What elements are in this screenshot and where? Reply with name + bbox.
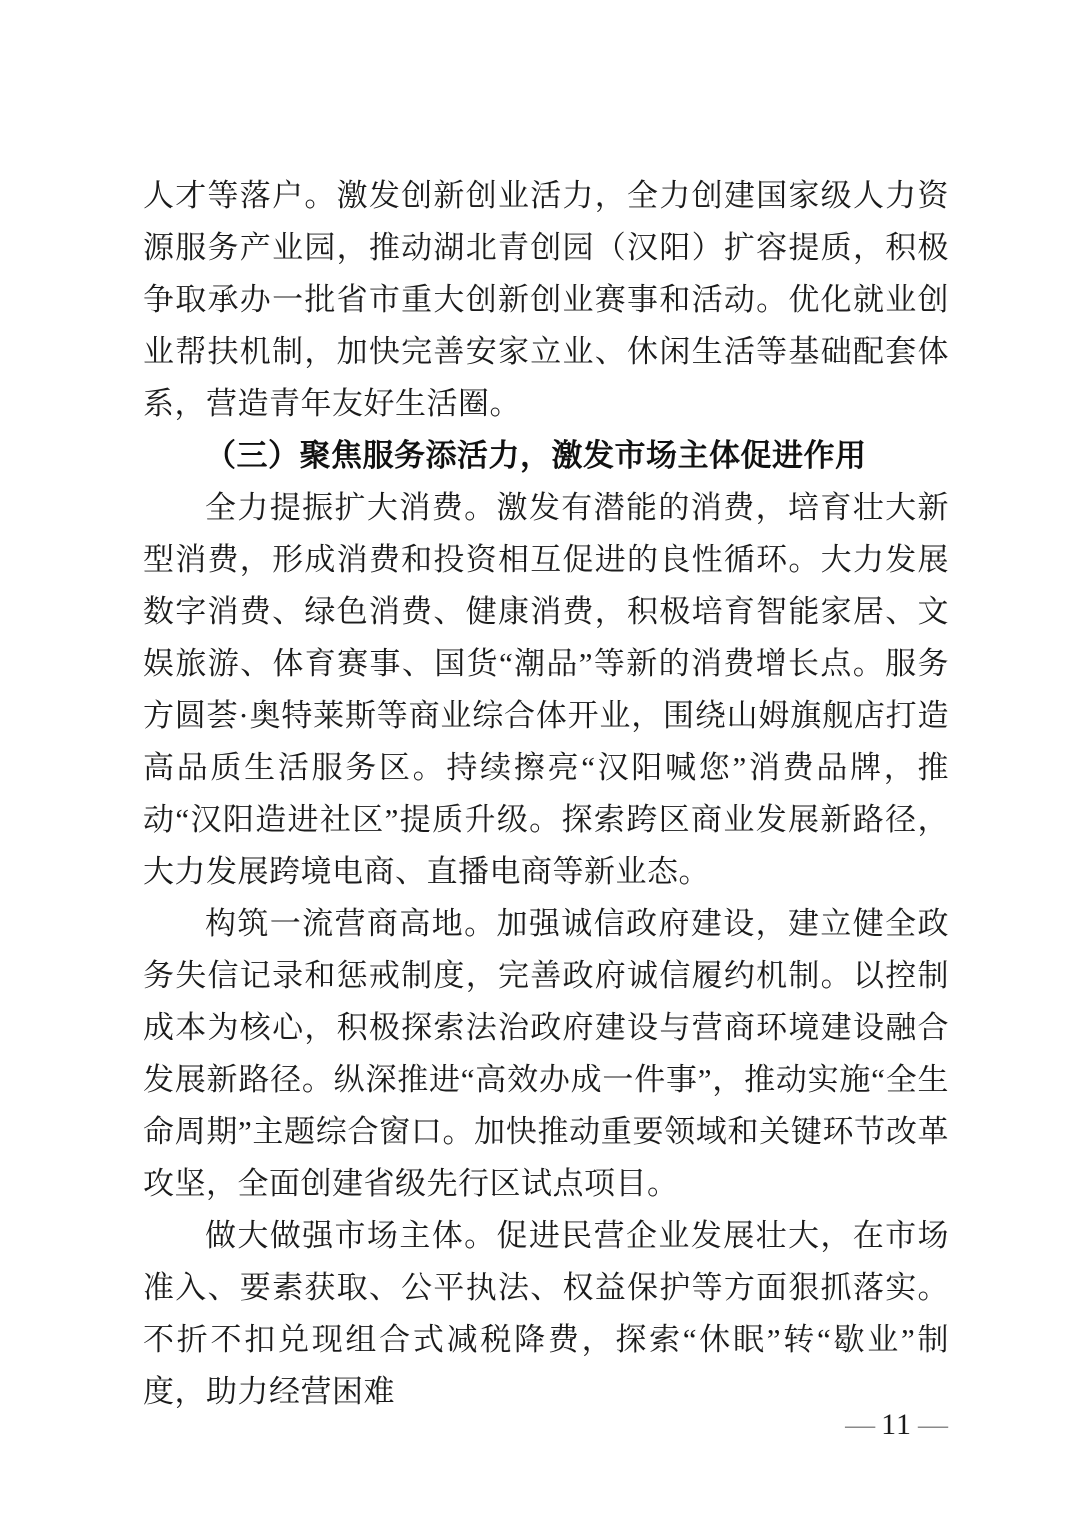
section-heading: （三）聚焦服务添活力，激发市场主体促进作用 <box>205 438 867 473</box>
paragraph-lead: 构筑一流营商高地。 <box>205 906 497 941</box>
page-number-dash-right: — <box>918 1408 948 1441</box>
paragraph <box>143 898 949 1210</box>
paragraph-lead: 做大做强市场主体。 <box>205 1218 497 1253</box>
paragraph-text: 促进民营企业发展壮大，在市场准入、要素获取、公平执法、权益保护等方面狠抓落实。不折不扣兑现组合式减税降费，探索“休眠”转“歇业”制度，助力经营困难 <box>143 1218 950 1409</box>
page-number-dash-left: — <box>845 1408 876 1441</box>
paragraph <box>143 482 949 898</box>
paragraph-lead: 全力提振扩大消费。 <box>205 490 497 525</box>
paragraph-text: 激发有潜能的消费，培育壮大新型消费，形成消费和投资相互促进的良性循环。大力发展数字消费、绿色消费、健康消费，积极培育智能家居、文娱旅游、体育赛事、国货“潮品”等新的消费增长点。服务方圆荟·奥特莱斯等商业综合体开业，围绕山姆旗舰店打造高品质生活服务区。持续擦亮“汉阳喊您”消费品牌，推动“汉阳造进社区”提质升级。探索跨区商业发展新路径，大力发展跨境电商、直播电商等新业态。 <box>143 490 950 889</box>
page-number-value: 11 <box>881 1408 912 1441</box>
document-body <box>143 170 949 1418</box>
paragraph <box>143 1210 949 1418</box>
paragraph-continuation: 人才等落户。激发创新创业活力，全力创建国家级人力资源服务产业园，推动湖北青创园（汉阳）扩容提质，积极争取承办一批省市重大创新创业赛事和活动。优化就业创业帮扶机制，加快完善安家立业、休闲生活等基础配套体系，营造青年友好生活圈。 <box>143 178 949 421</box>
paragraph-text: 加强诚信政府建设，建立健全政务失信记录和惩戒制度，完善政府诚信履约机制。以控制成本为核心，积极探索法治政府建设与营商环境建设融合发展新路径。纵深推进“高效办成一件事”，推动实施“全生命周期”主题综合窗口。加快推动重要领域和关键环节改革攻坚，全面创建省级先行区试点项目。 <box>143 906 950 1201</box>
page-number <box>839 1405 954 1445</box>
